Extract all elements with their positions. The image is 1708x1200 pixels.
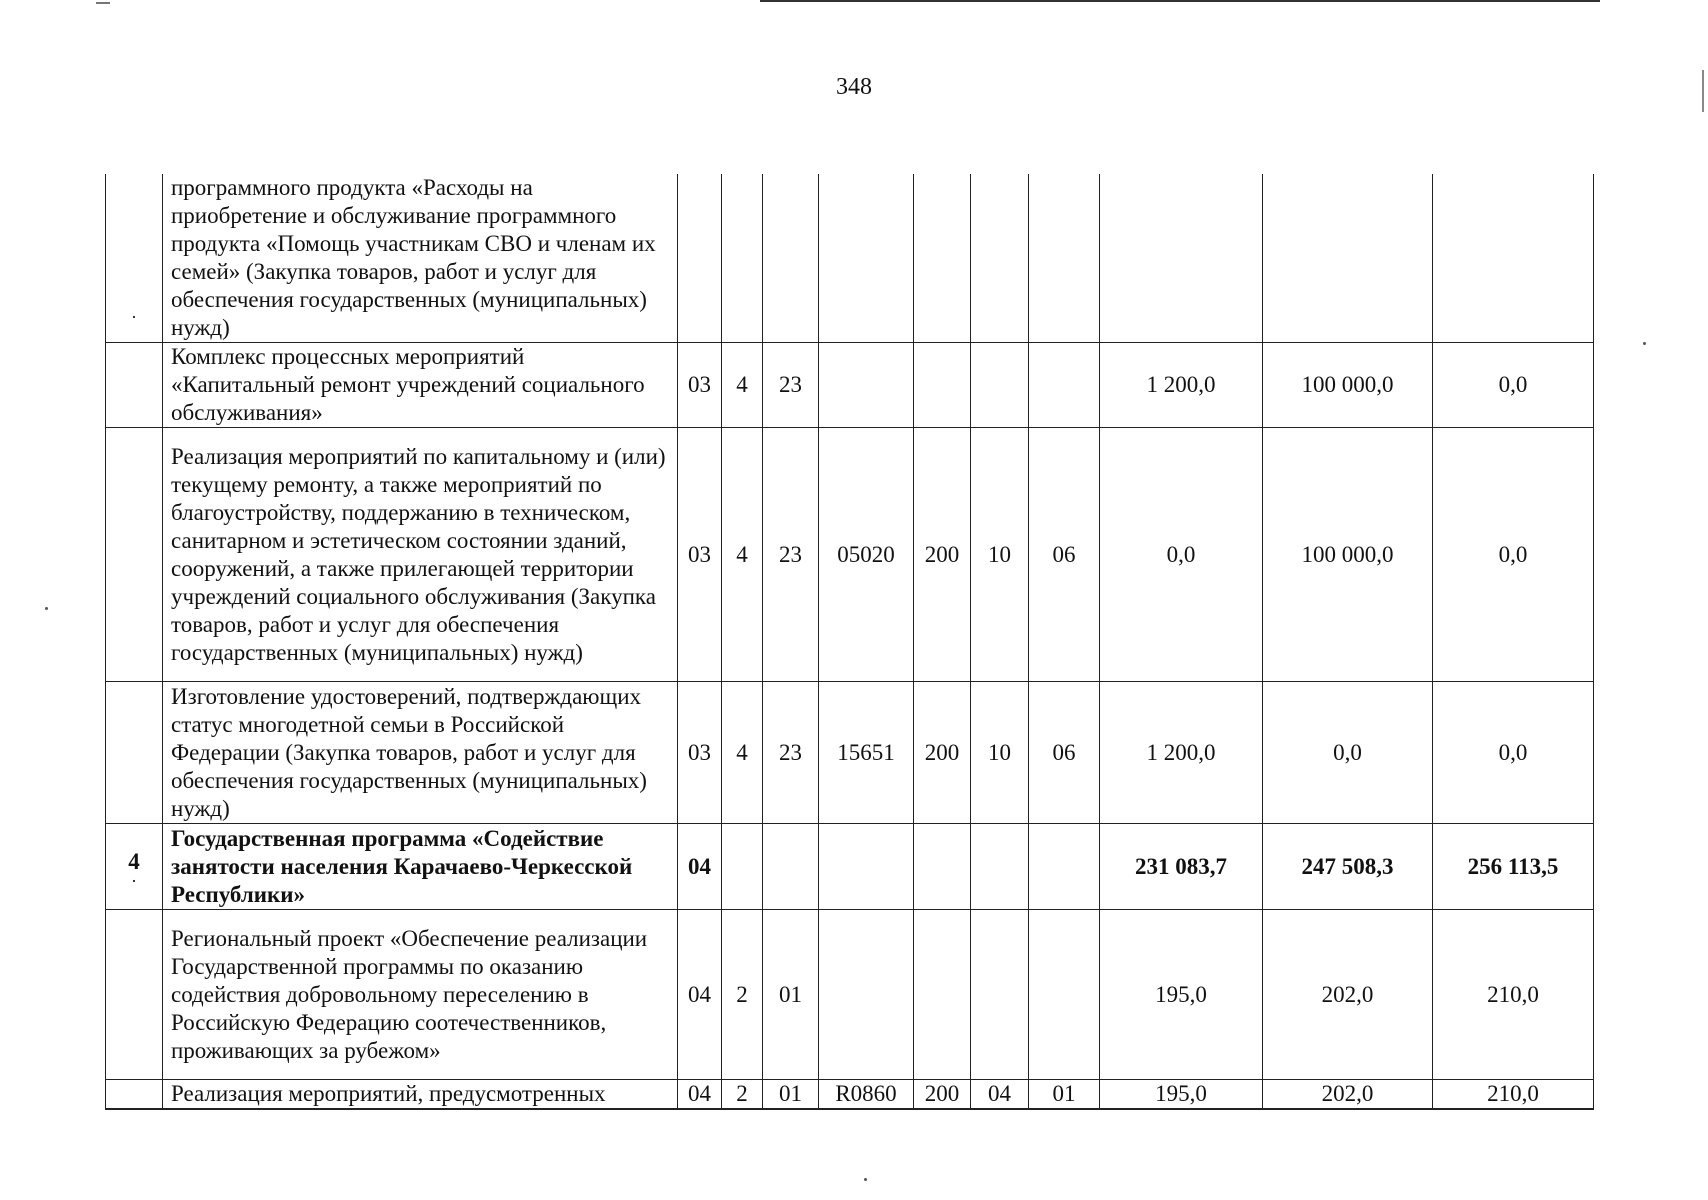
- code-cell: [914, 343, 971, 428]
- amount-cell: 100 000,0: [1263, 428, 1433, 682]
- amount-cell: 231 083,7: [1100, 824, 1263, 910]
- row-number-cell: [106, 1080, 163, 1110]
- code-cell: [914, 910, 971, 1080]
- code-cell: 04: [971, 1080, 1029, 1110]
- table-row: [106, 343, 1594, 428]
- row-number: 4: [128, 848, 140, 874]
- code-cell: 2: [722, 1080, 763, 1110]
- table-row: [106, 174, 1594, 343]
- code-cell: [971, 343, 1029, 428]
- code-cell: 15651: [819, 682, 914, 824]
- code-cell: 04: [678, 824, 722, 910]
- table-row: [106, 428, 1594, 682]
- row-description: Государственная программа «Содействие занятости населения Карачаево-Черкесской Республики»: [163, 824, 678, 910]
- scan-dot: ·: [131, 307, 137, 327]
- row-number-cell: [106, 343, 163, 428]
- code-cell: [1029, 910, 1100, 1080]
- code-cell: [971, 910, 1029, 1080]
- row-number-cell: [106, 824, 163, 910]
- row-description: Изготовление удостоверений, подтверждающих статус многодетной семьи в Российской Федерации (Закупка товаров, работ и услуг для обеспечения государственных (муниципальных) нужд): [163, 682, 678, 824]
- code-cell: 06: [1029, 682, 1100, 824]
- code-cell: 10: [971, 428, 1029, 682]
- code-cell: [914, 174, 971, 343]
- page-number: 348: [836, 74, 872, 100]
- code-cell: 200: [914, 428, 971, 682]
- code-cell: 03: [678, 343, 722, 428]
- scan-speck: [1643, 342, 1646, 345]
- amount-cell: 1 200,0: [1100, 682, 1263, 824]
- code-cell: 06: [1029, 428, 1100, 682]
- row-description: Комплекс процессных мероприятий «Капитальный ремонт учреждений социального обслуживания»: [163, 343, 678, 428]
- code-cell: 200: [914, 682, 971, 824]
- code-cell: [819, 174, 914, 343]
- row-description: Региональный проект «Обеспечение реализации Государственной программы по оказанию содействия добровольному переселению в Российскую Федерацию соотечественников, проживающих за рубежом»: [163, 910, 678, 1080]
- code-cell: 05020: [819, 428, 914, 682]
- amount-cell: 0,0: [1433, 682, 1594, 824]
- code-cell: 4: [722, 682, 763, 824]
- top-scan-tick: [96, 2, 110, 4]
- code-cell: 01: [1029, 1080, 1100, 1110]
- code-cell: [819, 824, 914, 910]
- amount-cell: 247 508,3: [1263, 824, 1433, 910]
- amount-cell: 100 000,0: [1263, 343, 1433, 428]
- code-cell: 04: [678, 910, 722, 1080]
- amount-cell: [1100, 174, 1263, 343]
- amount-cell: 202,0: [1263, 1080, 1433, 1110]
- table-row: [106, 1080, 1594, 1110]
- row-description: Реализация мероприятий по капитальному и (или) текущему ремонту, а также мероприятий по благоустройству, поддержанию в техническом, санитарном и эстетическом состоянии зданий, сооружений, а также прилегающей территории учреждений социального обслуживания (Закупка товаров, работ и услуг для обеспечения государственных (муниципальных) нужд): [163, 428, 678, 682]
- amount-cell: 0,0: [1433, 428, 1594, 682]
- code-cell: 4: [722, 428, 763, 682]
- code-cell: [1029, 343, 1100, 428]
- code-cell: [763, 174, 819, 343]
- code-cell: 23: [763, 428, 819, 682]
- table-row: [106, 824, 1594, 910]
- table-row: [106, 910, 1594, 1080]
- code-cell: 23: [763, 682, 819, 824]
- code-cell: [722, 824, 763, 910]
- code-cell: [763, 824, 819, 910]
- scan-speck: [45, 607, 48, 610]
- amount-cell: 195,0: [1100, 910, 1263, 1080]
- row-number-cell: [106, 910, 163, 1080]
- amount-cell: [1433, 174, 1594, 343]
- row-description: Реализация мероприятий, предусмотренных: [163, 1080, 678, 1110]
- row-number-cell: [106, 174, 163, 343]
- row-description: программного продукта «Расходы на приобретение и обслуживание программного продукта «Помощь участникам СВО и членам их семей» (Закупка товаров, работ и услуг для обеспечения государственных (муниципальных) нужд): [163, 174, 678, 343]
- code-cell: [678, 174, 722, 343]
- scan-dot: ·: [131, 870, 137, 891]
- amount-cell: 1 200,0: [1100, 343, 1263, 428]
- table-row: [106, 682, 1594, 824]
- row-number-cell: [106, 682, 163, 824]
- code-cell: 01: [763, 910, 819, 1080]
- code-cell: 2: [722, 910, 763, 1080]
- code-cell: [819, 343, 914, 428]
- code-cell: 10: [971, 682, 1029, 824]
- code-cell: [971, 174, 1029, 343]
- code-cell: R0860: [819, 1080, 914, 1110]
- code-cell: 01: [763, 1080, 819, 1110]
- code-cell: [1029, 174, 1100, 343]
- amount-cell: 0,0: [1433, 343, 1594, 428]
- top-scan-rule: [760, 0, 1600, 2]
- amount-cell: 202,0: [1263, 910, 1433, 1080]
- amount-cell: 0,0: [1100, 428, 1263, 682]
- amount-cell: 210,0: [1433, 1080, 1594, 1110]
- code-cell: 200: [914, 1080, 971, 1110]
- code-cell: [971, 824, 1029, 910]
- amount-cell: 256 113,5: [1433, 824, 1594, 910]
- code-cell: 03: [678, 428, 722, 682]
- code-cell: [722, 174, 763, 343]
- code-cell: 4: [722, 343, 763, 428]
- amount-cell: [1263, 174, 1433, 343]
- code-cell: [819, 910, 914, 1080]
- code-cell: 23: [763, 343, 819, 428]
- code-cell: 03: [678, 682, 722, 824]
- code-cell: 04: [678, 1080, 722, 1110]
- budget-table: [105, 174, 1594, 1110]
- amount-cell: 0,0: [1263, 682, 1433, 824]
- code-cell: [914, 824, 971, 910]
- row-number-cell: [106, 428, 163, 682]
- amount-cell: 210,0: [1433, 910, 1594, 1080]
- code-cell: [1029, 824, 1100, 910]
- scan-speck: [864, 1178, 867, 1181]
- amount-cell: 195,0: [1100, 1080, 1263, 1110]
